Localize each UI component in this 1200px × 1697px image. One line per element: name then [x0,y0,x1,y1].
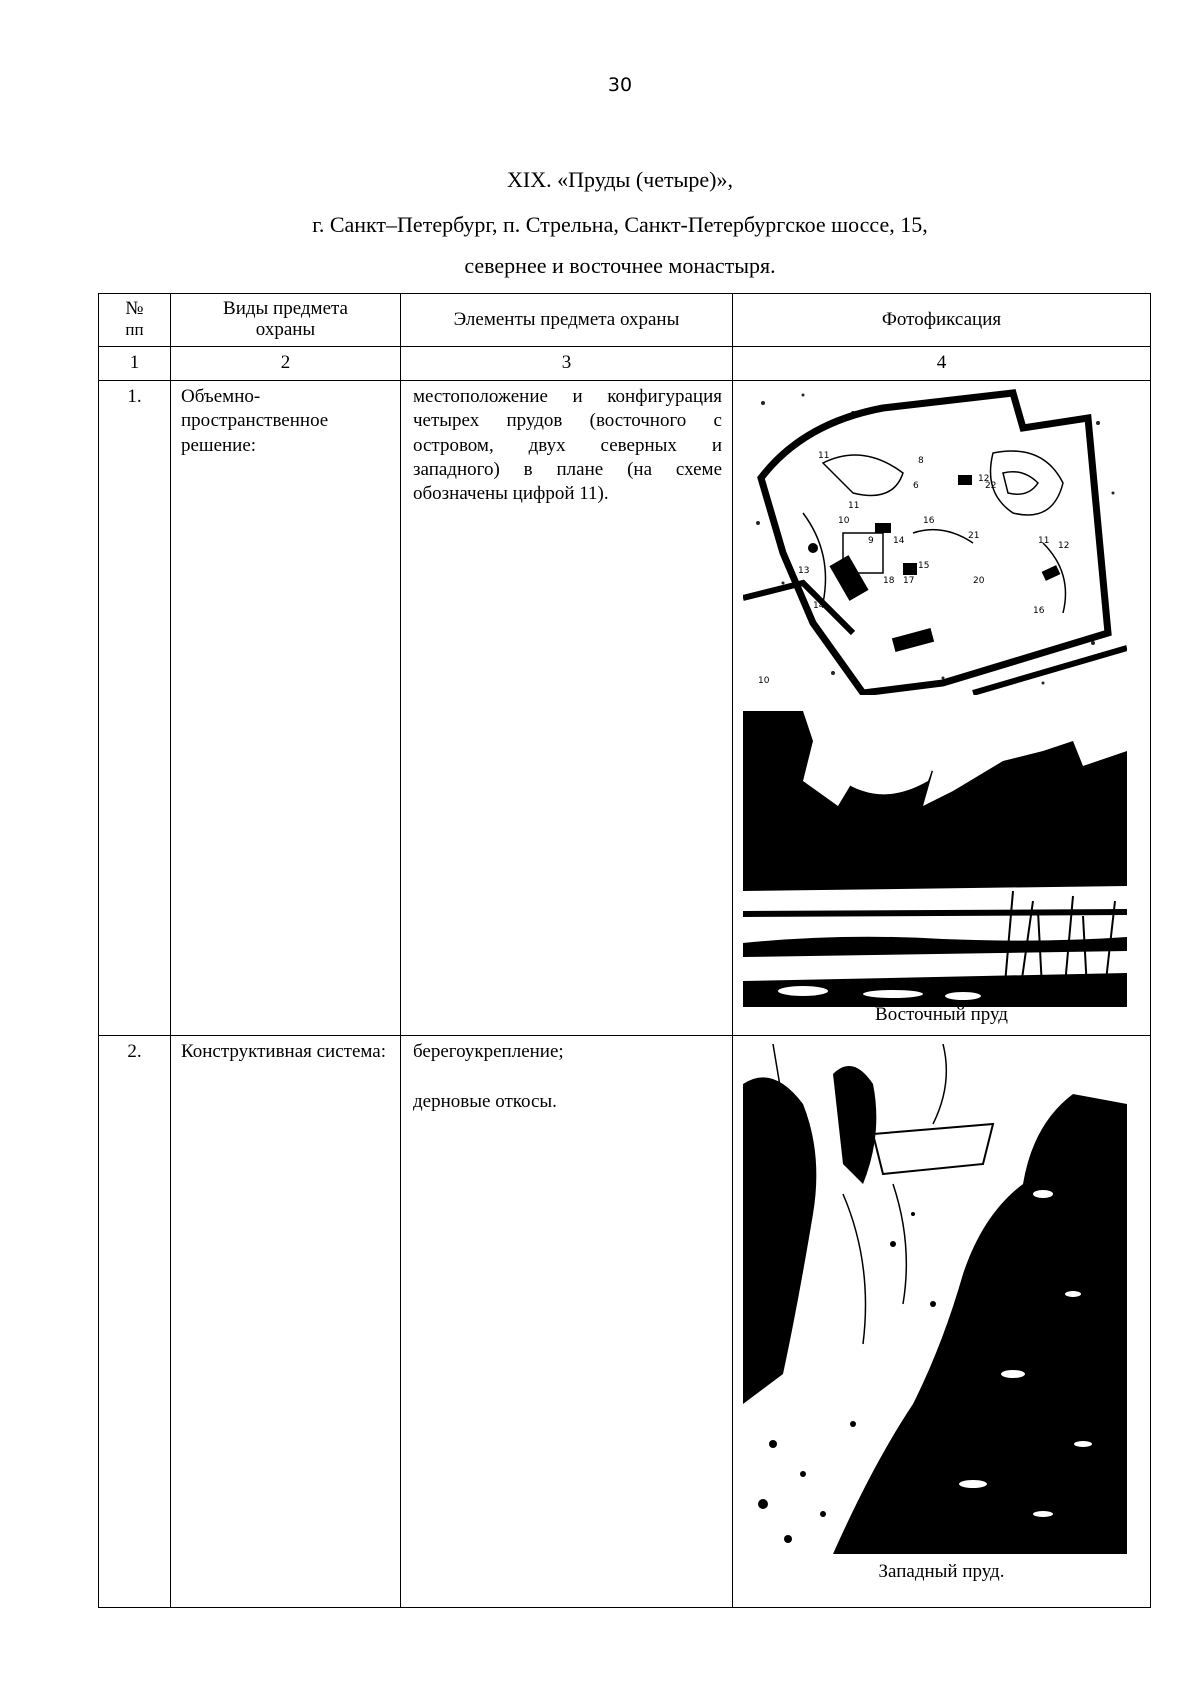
protection-kind: Конструктивная система: [171,1036,401,1608]
east-pond-photo [743,711,1127,1007]
protection-table [98,293,1151,1608]
map-label: 16 [923,516,935,526]
protection-elements [401,381,733,1036]
header-elements: Элементы предмета охраны [401,294,733,347]
row-number: 2. [99,1036,171,1608]
map-label: 13 [798,566,810,576]
photo-cell [733,1036,1151,1608]
element-text: берегоукрепление; [413,1041,564,1062]
column-number-row [99,347,1151,381]
map-label: 11 [1038,536,1050,546]
map-label: 11 [818,451,830,461]
map-label: 18 [883,576,895,586]
section-title: XIX. «Пруды (четыре)», [507,167,733,192]
map-label: 12 [978,474,990,484]
column-number: 3 [401,347,733,381]
protection-kind: Объемно-пространственное решение: [171,381,401,1036]
row-number: 1. [99,381,171,1036]
column-number: 1 [99,347,171,381]
map-label: 15 [918,561,930,571]
site-plan-map [743,383,1127,695]
header-photo: Фотофиксация [733,294,1151,347]
map-label: 8 [918,456,924,466]
map-label: 22 [985,481,997,491]
element-text: дерновые откосы. [413,1091,557,1113]
photo-cell [733,381,1151,1036]
east-pond-image [743,711,1127,1007]
site-plan-drawing [743,383,1127,695]
location-line: севернее и восточнее монастыря. [464,253,776,278]
header-kind: Виды предмета охраны [171,294,401,347]
west-pond-image [743,1044,1127,1554]
map-label: 21 [968,531,980,541]
header-num: № пп [99,294,171,347]
map-label: 20 [973,576,985,586]
page-number: 30 [607,74,633,96]
table-row [99,1036,1151,1608]
map-label: 14 [813,601,825,611]
map-label: 6 [913,481,919,491]
map-label: 14 [893,536,905,546]
map-label: 16 [1033,606,1045,616]
map-label: 10 [758,676,770,686]
map-label: 17 [903,576,915,586]
column-number: 4 [733,347,1151,381]
map-label: 12 [1058,541,1070,551]
photo-caption: Западный пруд. [878,1561,1005,1582]
west-pond-photo [743,1044,1127,1554]
photo-caption: Восточный пруд [875,1004,1008,1025]
address-line: г. Санкт–Петербург, п. Стрельна, Санкт-Петербургское шоссе, 15, [312,212,928,237]
map-label: 10 [838,516,850,526]
column-number: 2 [171,347,401,381]
element-text: местоположение и конфигурация четырех прудов (восточного с островом, двух северных и западного) в плане (на схеме обозначены цифрой 11). [413,386,722,505]
table-row [99,381,1151,1036]
protection-elements [401,1036,733,1608]
table-header-row [99,294,1151,347]
map-label: 11 [848,501,860,511]
map-label: 9 [868,536,874,546]
